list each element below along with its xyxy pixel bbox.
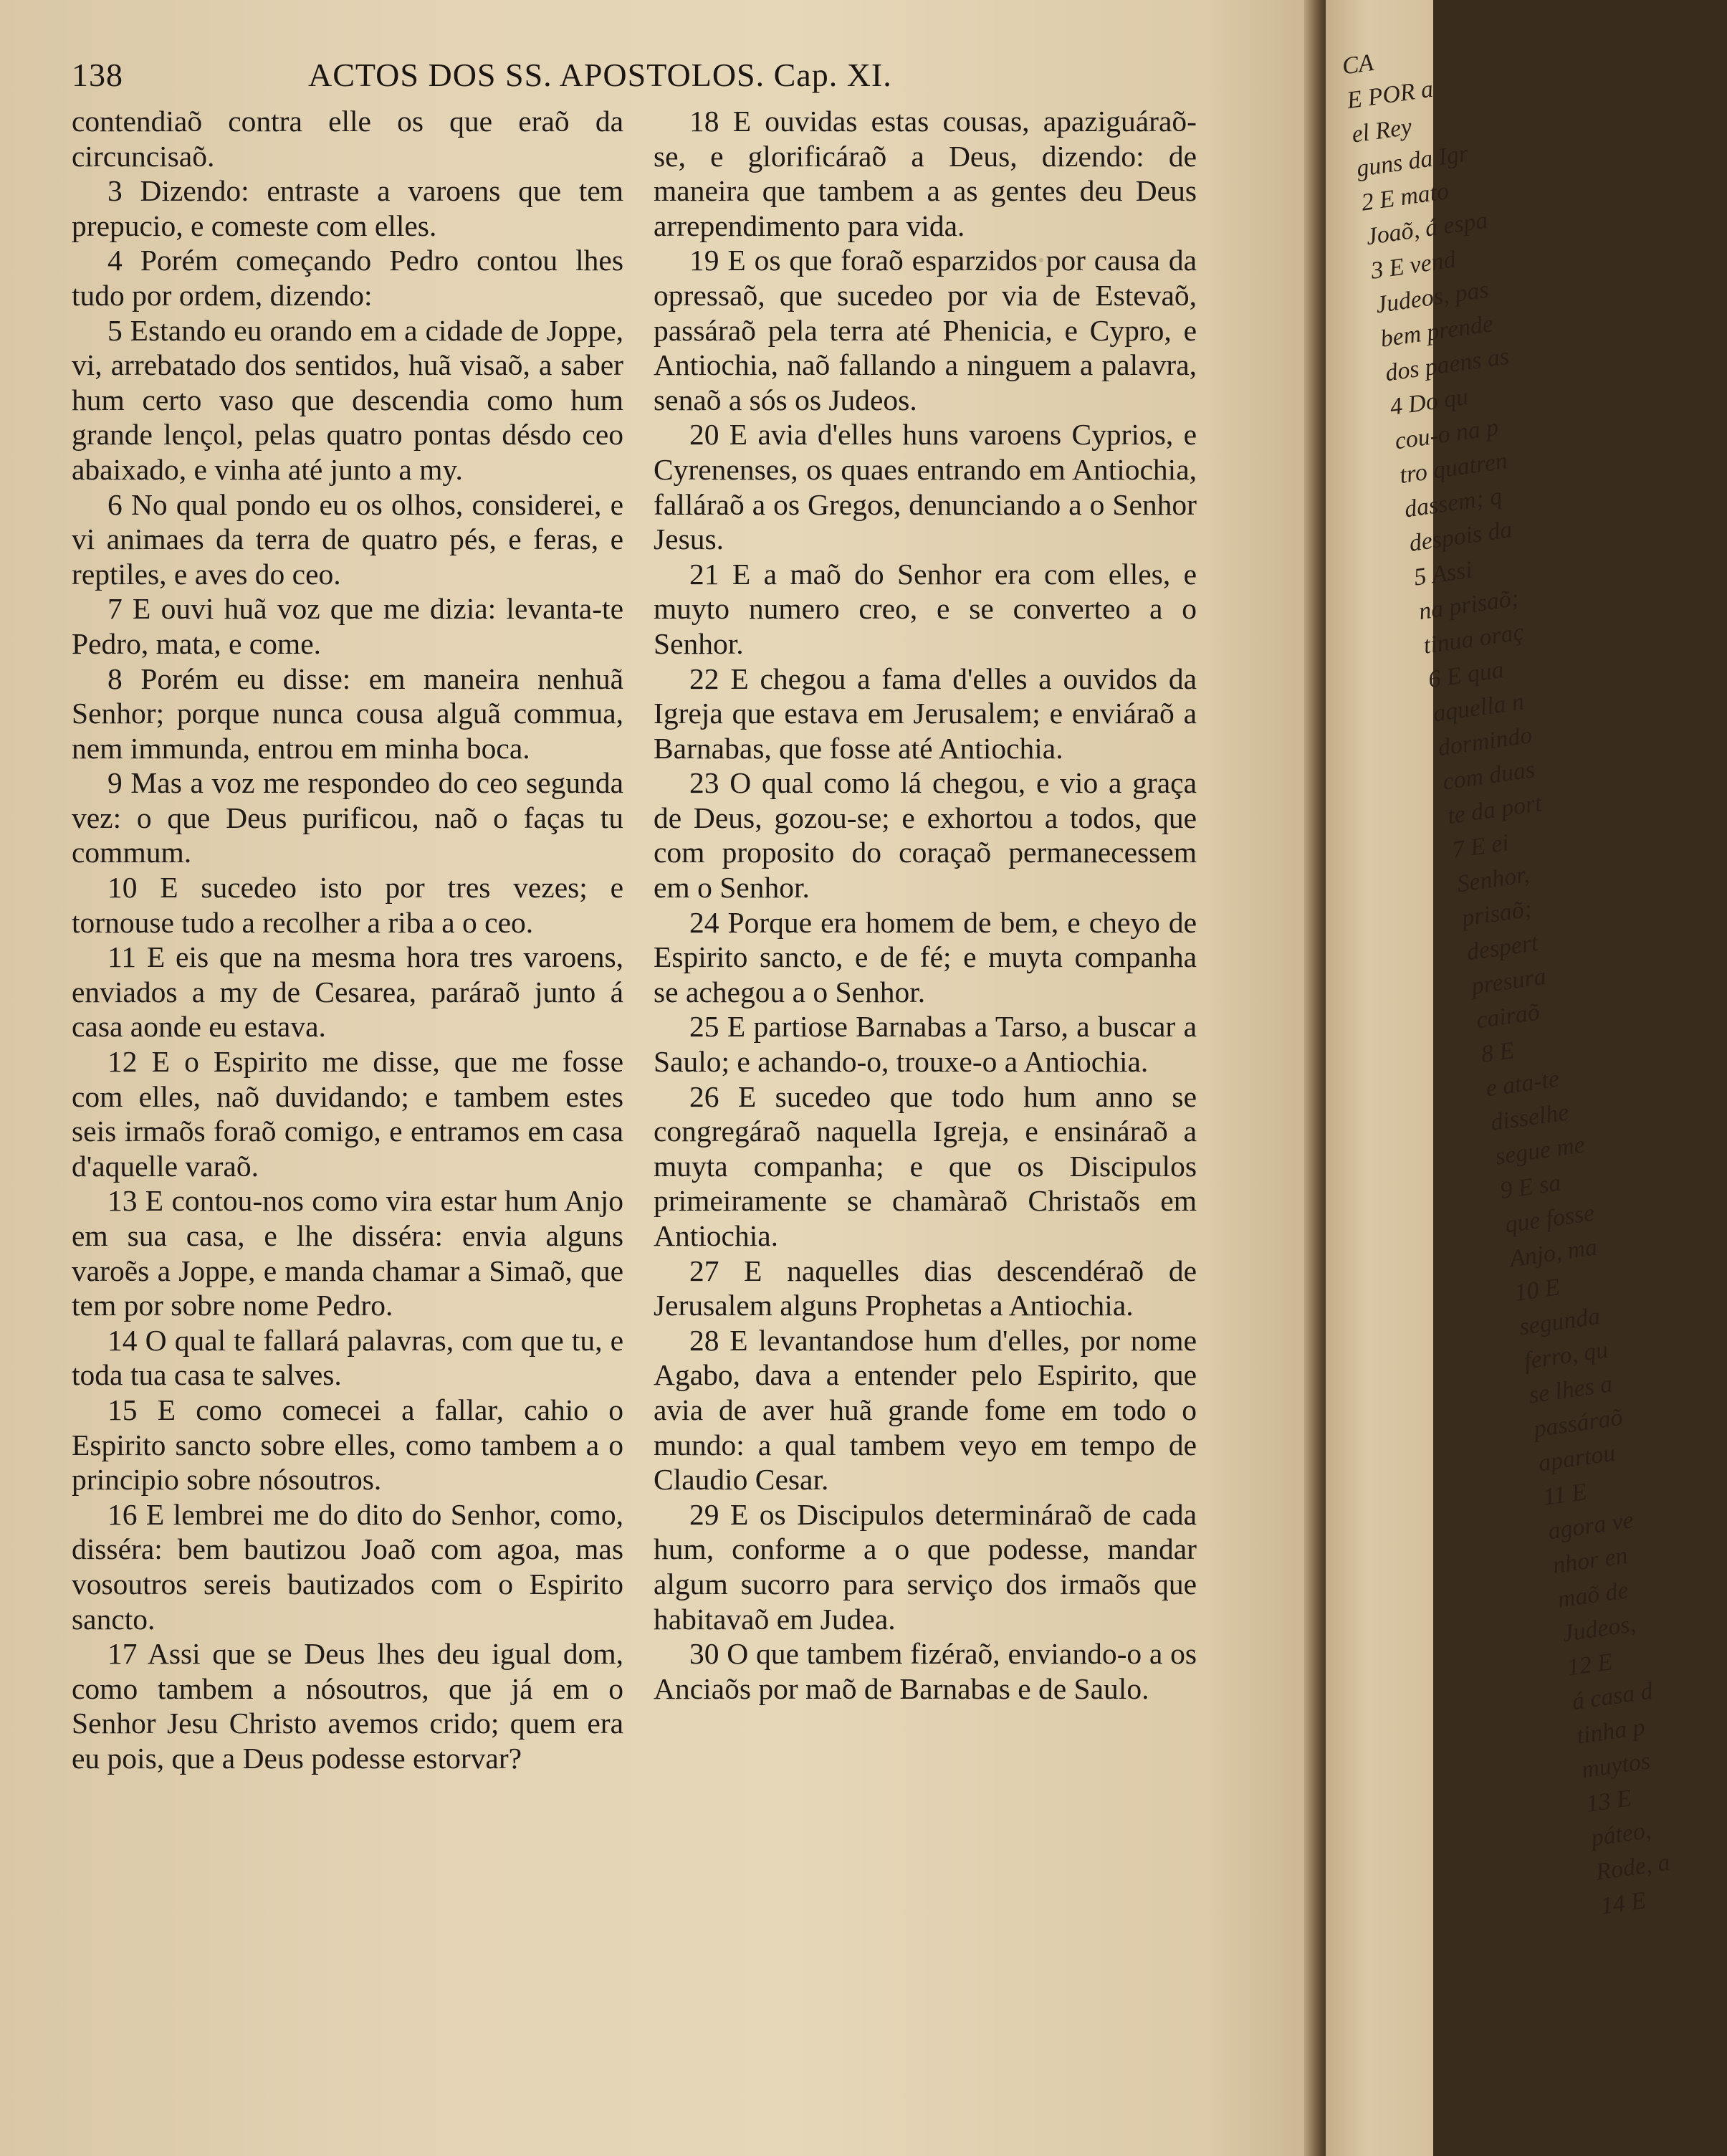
adjacent-page-line: E POR a xyxy=(1345,75,1435,115)
adjacent-page-line: CA xyxy=(1340,49,1375,80)
adjacent-page-line: tinha p xyxy=(1575,1713,1647,1750)
verse: 5 Estando eu orando em a cidade de Joppe, vi, arrebatado dos sentidos, huã visaõ, a saber hum certo vaso que descendia como hum grande lençol, pelas quatro pontas désdo ceo abaixado, e vinha até junto a my. xyxy=(72,313,623,486)
verse: 16 E lembrei me do dito do Senhor, como, disséra: bem bautizou Joaõ com agoa, mas vosoutros sereis bautizados com o Espirito sancto. xyxy=(72,1497,623,1636)
adjacent-page-line: 7 E ei xyxy=(1450,829,1511,864)
adjacent-page-line: dassem; q xyxy=(1402,482,1504,523)
left-column xyxy=(72,104,623,1776)
adjacent-page-line: cou-o na p xyxy=(1393,414,1501,455)
verse: 9 Mas a voz me respondeo do ceo segunda vez: o que Deus purificou, naõ o faças tu commum. xyxy=(72,766,623,869)
verse: 23 O qual como lá chegou, e vio a graça de Deus, gozou-se; e exhortou a todos, que com proposito do coraçaõ permanecessem em o Senhor. xyxy=(654,766,1197,905)
adjacent-page-line: Judeos, pas xyxy=(1374,276,1491,319)
adjacent-page-line: Anjo, ma xyxy=(1508,1234,1599,1273)
adjacent-page-line: passáraõ xyxy=(1531,1403,1625,1443)
adjacent-page-line: Senhor, xyxy=(1455,861,1531,898)
verse: contendiaõ contra elle os que eraõ da circuncisaõ. xyxy=(72,105,623,173)
adjacent-page-line: 3 E vend xyxy=(1369,246,1458,285)
adjacent-page-line: presura xyxy=(1470,963,1548,1000)
adjacent-page-line: despert xyxy=(1465,929,1540,966)
adjacent-page-line: 12 E xyxy=(1565,1649,1614,1682)
paper-speck xyxy=(666,294,673,296)
adjacent-page-line: páteo, xyxy=(1589,1816,1653,1852)
verse: 24 Porque era homem de bem, e cheyo de Espirito sancto, e de fé; e muyta companha se achegou a o Senhor. xyxy=(654,905,1197,1008)
adjacent-page-line: cairaõ xyxy=(1474,998,1541,1034)
verse: 20 E avia d'elles huns varoens Cyprios, e Cyrenenses, os quaes entrando em Antiochia, falláraõ a os Gregos, denunciando a o Senhor Jesus. xyxy=(654,418,1197,556)
adjacent-page-line: tro quatren xyxy=(1397,447,1509,489)
verse: 19 E os que foraõ esparzidos por causa da opressaõ, que sucedeo por via de Estevaõ, passáraõ pela terra até Phenicia, e Cypro, e Antiochia, naõ fallando a ninguem a palavra, senaõ a sós os Judeos. xyxy=(654,244,1197,416)
adjacent-page-line: Rode, a xyxy=(1594,1849,1672,1886)
adjacent-page-line: á casa d xyxy=(1570,1677,1655,1716)
adjacent-page-line: 6 E qua xyxy=(1426,656,1506,694)
adjacent-page-line: ferro, qu xyxy=(1522,1336,1610,1375)
verse: 6 No qual pondo eu os olhos, considerei, e vi animaes da terra de quatro pés, e feras, e reptiles, e aves do ceo. xyxy=(72,487,623,591)
adjacent-page-line: que fosse xyxy=(1503,1199,1597,1239)
verse: 18 E ouvidas estas cousas, apaziguáraõ-se, e glorificáraõ a Deus, dizendo: de maneira que tambem a as gentes deu Deus arrependimento para vida. xyxy=(654,105,1197,242)
adjacent-page-line: 11 E xyxy=(1541,1478,1589,1511)
adjacent-page-line: Judeos, xyxy=(1560,1611,1638,1648)
adjacent-page-line: el Rey xyxy=(1350,113,1414,148)
adjacent-page-line: nhor en xyxy=(1551,1542,1630,1580)
verse: 7 E ouvi huã voz que me dizia: levanta-te Pedro, mata, e come. xyxy=(72,592,623,660)
verse: 17 Assi que se Deus lhes deu igual dom, como tambem a nósoutros, que já em o Senhor Jesu Christo avemos crido; quem era eu pois, que a Deus podesse estorvar? xyxy=(72,1637,623,1775)
running-title: ACTOS DOS SS. APOSTOLOS. Cap. XI. xyxy=(308,57,892,93)
verse: 29 E os Discipulos determináraõ de cada hum, conforme a o que podesse, mandar algum sucorro para serviço dos irmaõs que habitavaõ em Judea. xyxy=(654,1497,1197,1636)
adjacent-page-line: segue me xyxy=(1493,1131,1587,1170)
adjacent-page-line: guns da Igr xyxy=(1354,140,1470,183)
adjacent-page-line: dos paens as xyxy=(1383,343,1511,387)
adjacent-page xyxy=(1326,0,1672,2156)
verse: 27 E naquelles dias descendéraõ de Jerusalem alguns Prophetas a Antiochia. xyxy=(654,1254,1197,1322)
page-number: 138 xyxy=(72,57,123,93)
paper-speck xyxy=(588,1068,591,1072)
verse: 22 E chegou a fama d'elles a ouvidos da Igreja que estava em Jerusalem; e enviáraõ a Barnabas, que fosse até Antiochia. xyxy=(654,662,1197,765)
adjacent-page-line: muytos xyxy=(1579,1747,1652,1784)
adjacent-page-line: na prisaõ; xyxy=(1417,584,1521,626)
adjacent-page-line: e ata-te xyxy=(1484,1065,1561,1102)
verse: 15 E como comecei a fallar, cahio o Espirito sancto sobre elles, como tambem a o principio sobre nósoutros. xyxy=(72,1393,623,1497)
verse: 28 E levantandose hum d'elles, por nome Agabo, dava a entender pelo Espirito, que avia de aver huã grande fome em todo o mundo: a qual tambem veyo em tempo de Claudio Cesar. xyxy=(654,1323,1197,1497)
adjacent-page-line: apartou xyxy=(1536,1439,1617,1477)
verse: 11 E eis que na mesma hora tres varoens, enviados a my de Cesarea, paráraõ junto á casa aonde eu estava. xyxy=(72,940,623,1044)
verse: 21 E a maõ do Senhor era com elles, e muyto numero creo, e se converteo a o Senhor. xyxy=(654,557,1197,660)
adjacent-page-line: 10 E xyxy=(1513,1274,1562,1307)
adjacent-page-line: segunda xyxy=(1517,1302,1602,1341)
verse: 25 E partiose Barnabas a Tarso, a buscar a Saulo; e achando-o, trouxe-o a Antiochia. xyxy=(654,1010,1197,1079)
adjacent-page-line: se lhes a xyxy=(1527,1370,1614,1409)
adjacent-page-line: prisaõ; xyxy=(1460,895,1534,932)
verse: 13 E contou-nos como vira estar hum Anjo em sua casa, e lhe disséra: envia alguns varoẽs a Joppe, e manda chamar a Simaõ, que tem por sobre nome Pedro. xyxy=(72,1184,623,1322)
verse: 26 E sucedeo que todo hum anno se congregáraõ naquella Igreja, e ensináraõ a muyta companha; e que os Discipulos primeiramente se chamàraõ Christaõs em Antiochia. xyxy=(654,1079,1197,1252)
right-column xyxy=(654,104,1197,1706)
adjacent-page-line: 5 Assi xyxy=(1412,556,1474,591)
adjacent-page-line: 4 Do qu xyxy=(1388,383,1470,421)
verse: 30 O que tambem fizéraõ, enviando-o a os Anciaõs por maõ de Barnabas e de Saulo. xyxy=(654,1637,1197,1705)
verse: 4 Porém começando Pedro contou lhes tudo por ordem, dizendo: xyxy=(72,244,623,312)
adjacent-page-line: tinua oraç xyxy=(1422,619,1526,659)
verse: 3 Dizendo: entraste a varoens que tem prepucio, e comeste com elles. xyxy=(72,174,623,242)
adjacent-page-line: dormindo xyxy=(1436,722,1534,762)
adjacent-page-line: te da port xyxy=(1445,790,1544,830)
verse: 14 O qual te fallará palavras, com que tu, e toda tua casa te salves. xyxy=(72,1323,623,1392)
verse: 8 Porém eu disse: em maneira nenhuã Senhor; porque nunca cousa alguã commua, nem immunda, entrou em minha boca. xyxy=(72,662,623,765)
adjacent-page-line: 13 E xyxy=(1584,1785,1634,1818)
adjacent-page-line: com duas xyxy=(1440,756,1537,796)
adjacent-page-line: 9 E sa xyxy=(1498,1169,1563,1205)
adjacent-page-line: maõ de xyxy=(1556,1577,1630,1613)
verse: 10 E sucedeo isto por tres vezes; e tornouse tudo a recolher a riba a o ceo. xyxy=(72,871,623,939)
adjacent-page-line: agora ve xyxy=(1546,1507,1635,1545)
adjacent-page-line: Joaõ, á espa xyxy=(1364,206,1490,251)
adjacent-page-text xyxy=(1340,37,1703,1924)
verse: 12 E o Espirito me disse, que me fosse com elles, naõ duvidando; e tambem estes seis irmaõs foraõ comigo, e entramos em casa d'aquelle varaõ. xyxy=(72,1045,623,1183)
paper-speck xyxy=(1039,258,1043,262)
adjacent-page-line: 2 E mato xyxy=(1359,177,1451,216)
adjacent-page-line: aquella n xyxy=(1431,688,1526,728)
adjacent-page-line: bem prende xyxy=(1379,310,1496,353)
running-header xyxy=(72,49,996,99)
adjacent-page-line: 8 E xyxy=(1479,1036,1516,1069)
adjacent-page-line: despois da xyxy=(1407,516,1514,558)
adjacent-page-line: 14 E xyxy=(1599,1886,1648,1920)
adjacent-page-line: disselhe xyxy=(1488,1099,1571,1137)
